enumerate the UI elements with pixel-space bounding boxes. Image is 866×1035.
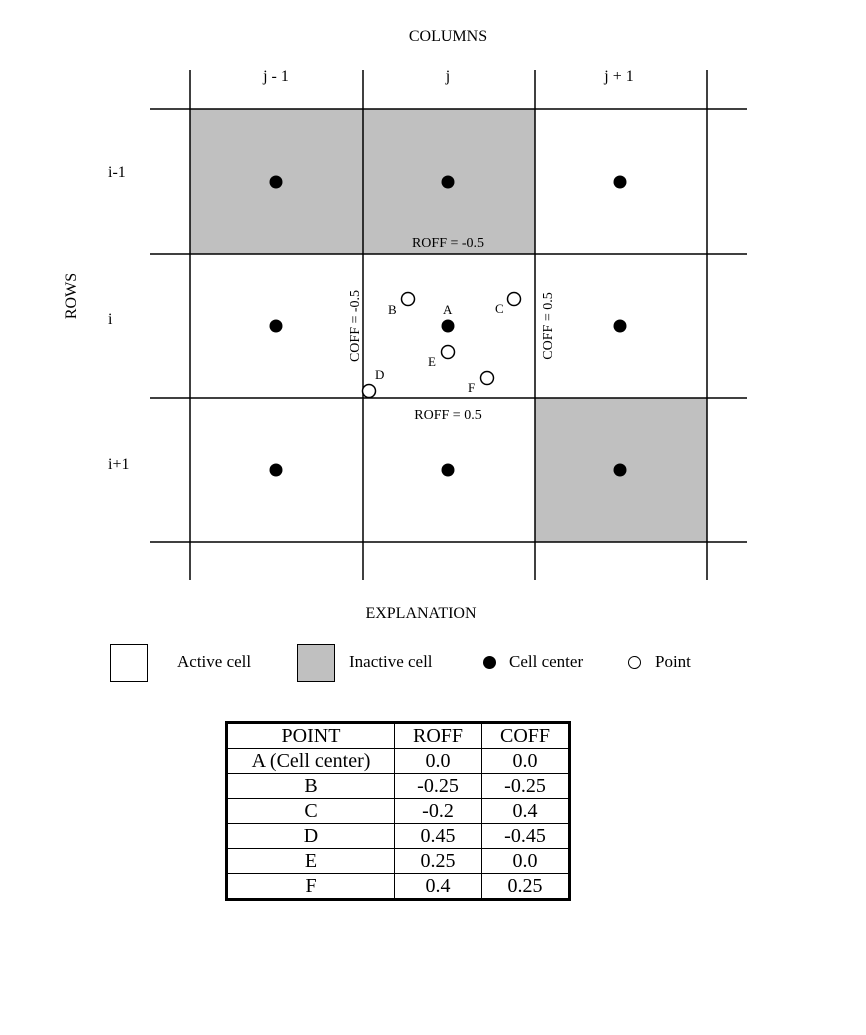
point-e <box>442 346 455 359</box>
header-point: POINT <box>227 723 395 749</box>
point-label-a: A <box>443 302 453 317</box>
cell-center <box>442 464 455 477</box>
explanation-title: EXPLANATION <box>365 605 477 622</box>
cell-center <box>270 176 283 189</box>
point-label-d: D <box>375 367 385 382</box>
rows-title: ROWS <box>63 272 80 320</box>
table-row <box>227 749 570 774</box>
row-label-i: i <box>108 311 113 328</box>
cell-roff: 0.25 <box>395 849 482 874</box>
table-row <box>227 824 570 849</box>
legend <box>110 643 750 685</box>
cell-coff: 0.0 <box>482 849 570 874</box>
cell-coff: -0.45 <box>482 824 570 849</box>
coff-left-label: COFF = -0.5 <box>348 289 363 363</box>
cell-roff: 0.4 <box>395 874 482 900</box>
offsets-table <box>225 721 571 901</box>
point-icon <box>628 656 641 669</box>
cell-center <box>442 176 455 189</box>
cell-coff: 0.4 <box>482 799 570 824</box>
cell-center <box>614 464 627 477</box>
cell-center-label: Cell center <box>509 652 584 671</box>
table-row <box>227 874 570 900</box>
active-cell-label: Active cell <box>177 652 252 671</box>
cell-point: F <box>227 874 395 900</box>
table-header-row <box>227 723 570 749</box>
point-f <box>481 372 494 385</box>
roff-top-label: ROFF = -0.5 <box>411 236 485 251</box>
cell-roff: 0.0 <box>395 749 482 774</box>
cell-center <box>614 320 627 333</box>
point-label-e: E <box>428 354 436 369</box>
cell-point: B <box>227 774 395 799</box>
cell-center <box>614 176 627 189</box>
cell-coff: 0.0 <box>482 749 570 774</box>
cell-roff: 0.45 <box>395 824 482 849</box>
roff-bottom-label: ROFF = 0.5 <box>414 408 482 423</box>
column-label-j: j <box>445 68 451 85</box>
point-c <box>508 293 521 306</box>
cell-point: E <box>227 849 395 874</box>
point-d <box>363 385 376 398</box>
cell-center-point-a <box>442 320 455 333</box>
cell-coff: -0.25 <box>482 774 570 799</box>
header-coff: COFF <box>482 723 570 749</box>
table-row <box>227 849 570 874</box>
active-cell-swatch <box>110 644 148 682</box>
table-row <box>227 799 570 824</box>
cell-point: A (Cell center) <box>227 749 395 774</box>
cell-point: D <box>227 824 395 849</box>
cell-coff: 0.25 <box>482 874 570 900</box>
columns-title: COLUMNS <box>408 28 488 45</box>
column-label-j-minus-1: j - 1 <box>263 68 289 85</box>
point-label-c: C <box>495 301 504 316</box>
point-label: Point <box>655 652 691 671</box>
cell-roff: -0.2 <box>395 799 482 824</box>
header-roff: ROFF <box>395 723 482 749</box>
row-label-i-minus-1: i-1 <box>108 164 126 181</box>
point-label-b: B <box>388 302 397 317</box>
point-b <box>402 293 415 306</box>
inactive-cell-swatch <box>297 644 335 682</box>
cell-center-icon <box>483 656 496 669</box>
point-label-f: F <box>468 380 476 395</box>
cell-point: C <box>227 799 395 824</box>
table-row <box>227 774 570 799</box>
row-label-i-plus-1: i+1 <box>108 456 130 473</box>
column-label-j-plus-1: j + 1 <box>604 68 634 85</box>
cell-center <box>270 320 283 333</box>
inactive-cell-label: Inactive cell <box>349 652 433 671</box>
coff-right-label: COFF = 0.5 <box>541 292 556 360</box>
cell-roff: -0.25 <box>395 774 482 799</box>
cell-center <box>270 464 283 477</box>
